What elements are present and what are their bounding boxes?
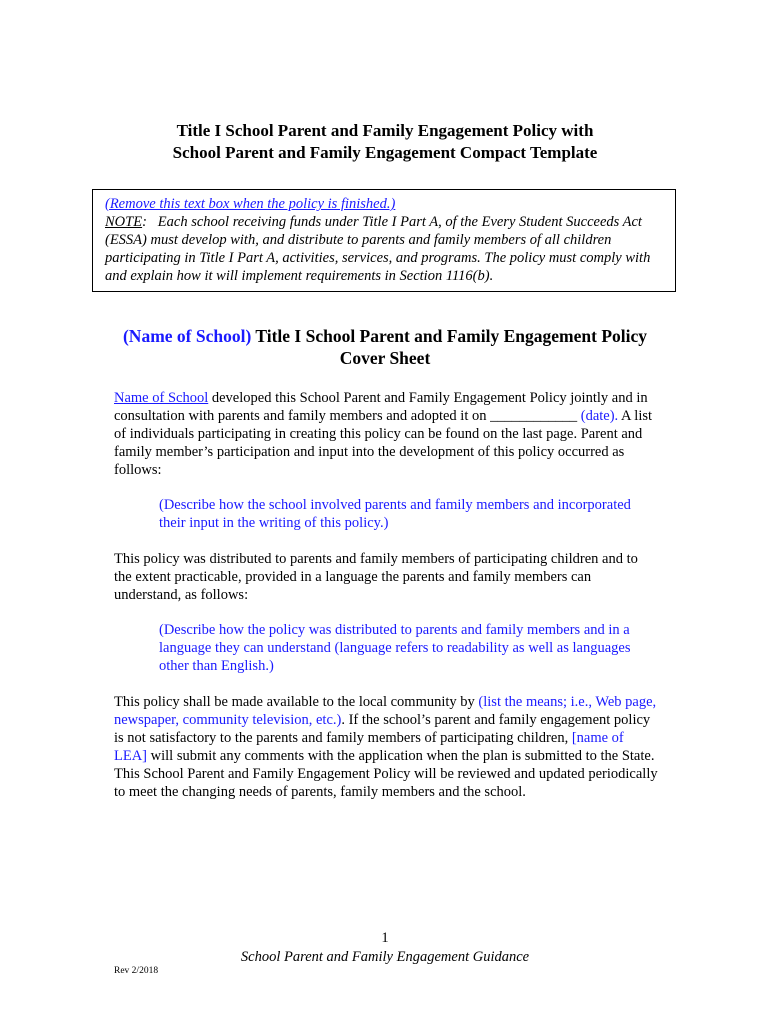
note-label: NOTE [105, 214, 143, 230]
cover-title-line2: Cover Sheet [339, 348, 431, 368]
revision-label: Rev 2/2018 [114, 966, 159, 976]
footer-guidance: School Parent and Family Engagement Guidance [240, 949, 530, 965]
date-placeholder: (date). [580, 408, 619, 424]
school-name-placeholder: (Name of School) [122, 326, 252, 346]
page-number: 1 [381, 930, 389, 946]
paragraph-availability [114, 693, 659, 801]
instruction-distribution: (Describe how the policy was distributed to parents and family members and in a language they can understand (language refers to readability as well as languages other than English.) [159, 622, 631, 674]
cover-title-text: Title I School Parent and Family Engagement Policy [251, 326, 647, 346]
lea-name-placeholder: [name of LEA] [114, 730, 624, 764]
paragraph3-text-b: . If the school’s parent and family engagement policy is not satisfactory to the parents and family members of participating children, [114, 712, 651, 746]
instruction-note-box: (Remove this text box when the policy is finished.) NOTE: Each school receiving funds under Title I Part A, of the Every Student Succeeds Act (ESSA) must develop with, and distribute to parents and family members of all children participating in Title I Part A, activities, services, and programs. The policy must comply with and explain how it will implement requirements in Section 1116(b). [92, 189, 676, 292]
paragraph1-text-a: developed this School Parent and Family Engagement Policy jointly and in consultation with parents and family members and adopted it on ____________ [114, 390, 648, 424]
remove-box-instruction: (Remove this text box when the policy is finished.) [105, 196, 396, 212]
note-body: Each school receiving funds under Title I Part A, of the Every Student Succeeds Act (ESSA) must develop with, and distribute to parents and family members of all children participating in Title I Part A, activities, services, and programs. The policy must comply with and explain how it will implement requirements in Section 1116(b). [105, 214, 651, 284]
paragraph3-text-c: will submit any comments with the application when the plan is submitted to the State. This School Parent and Family Engagement Policy will be reviewed and updated periodically to meet the changing needs of parents, family members and the school. [114, 748, 658, 800]
cover-sheet-title [0, 325, 770, 369]
document-title-line2: School Parent and Family Engagement Compact Template [172, 143, 598, 162]
paragraph-distribution: This policy was distributed to parents and family members of participating children and to the extent practicable, provided in a language the parents and family members can understand, as follows: [114, 551, 638, 603]
document-title-line1: Title I School Parent and Family Engagement Policy with [176, 121, 594, 140]
paragraph-development [114, 389, 659, 479]
paragraph3-text-a: This policy shall be made available to the local community by [114, 694, 479, 710]
document-title [0, 120, 770, 164]
school-name-link[interactable]: Name of School [114, 390, 209, 406]
instruction-involvement: (Describe how the school involved parents and family members and incorporated their input in the writing of this policy.) [159, 497, 631, 531]
paragraph1-text-b: A list of individuals participating in creating this policy can be found on the last page. Parent and family member’s participation and input into the development of this policy occurred as follows: [114, 408, 653, 478]
means-placeholder: (list the means; i.e., Web page, newspaper, community television, etc.) [114, 694, 657, 728]
